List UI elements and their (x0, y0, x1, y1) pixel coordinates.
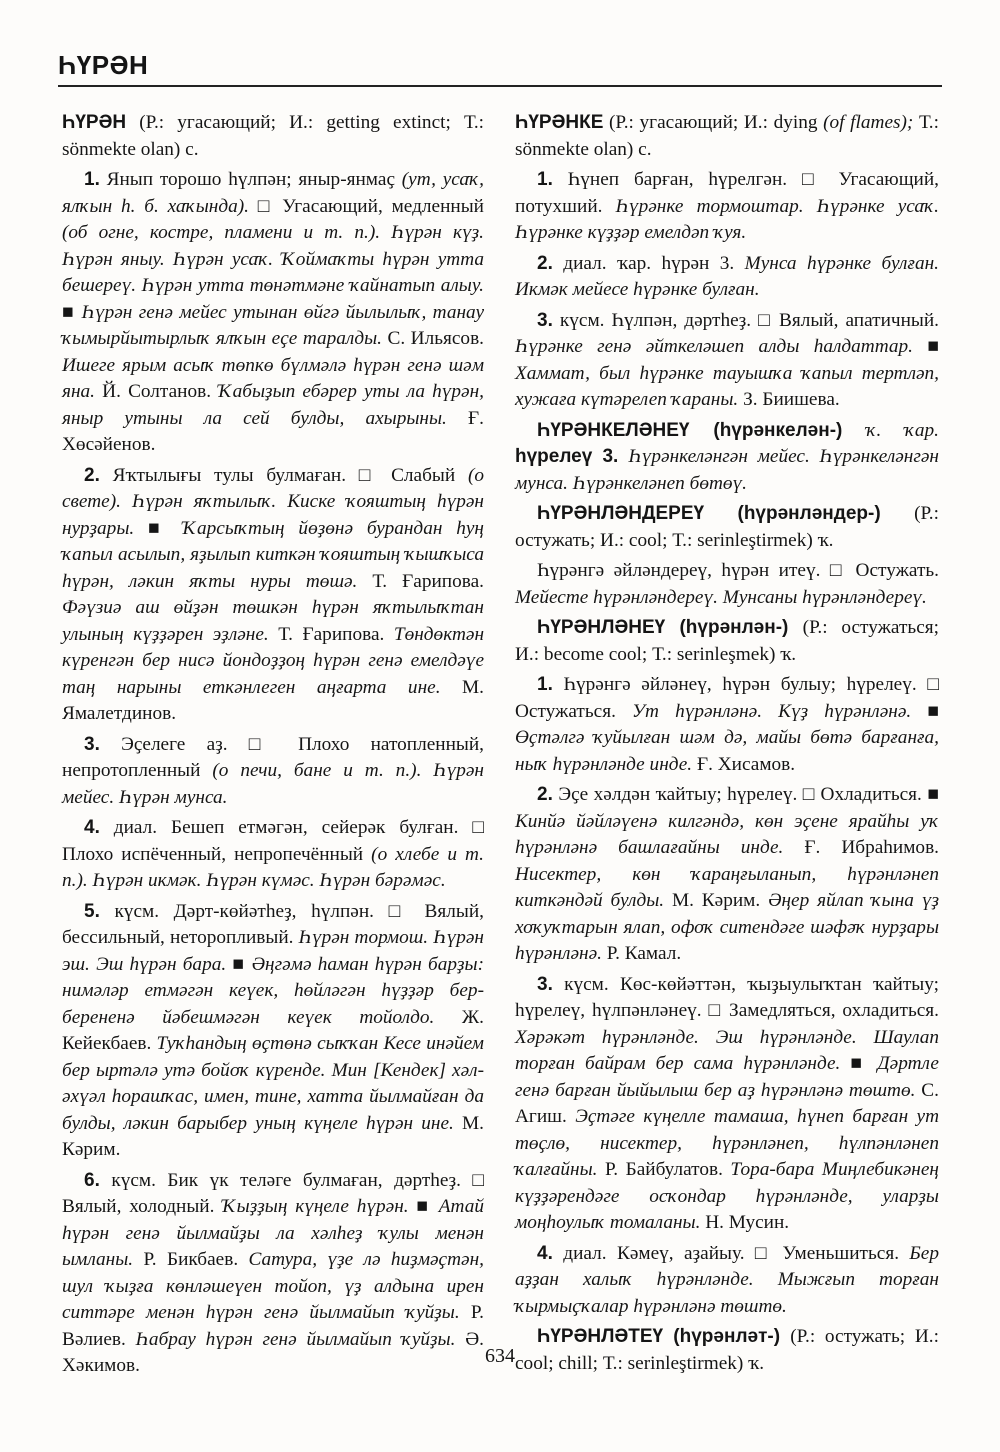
example-text: (о печи, бане и т. п.). Һүрән мейес. Һүрән мунса. (62, 760, 484, 808)
source-citation: М. Кәрим. (62, 1112, 484, 1160)
example-text: Кинйә йәйләүенә килгәндә, көн эҫене ярайһы уҡ һүрәнләнә башлағайны инде. (515, 810, 939, 858)
headword: (һүрәнләт-) (663, 1326, 791, 1347)
sense-number: 3. (537, 309, 553, 331)
gloss-text: З. Биишева. (738, 389, 840, 410)
example-text: Бер аҙҙан халыҡ һүрәнләнде. Мыжғып торған ҡырмыҫҡалар һүрәнләнә төштө. (515, 1242, 939, 1317)
entry-text: диал. ҡар. (552, 252, 662, 274)
source-citation: Ғ. Хөсәйенов. (62, 407, 484, 455)
sense-number: 5. (84, 900, 100, 922)
right-column (515, 110, 939, 1381)
entry-paragraph (62, 110, 484, 163)
headword: ҺҮРӘН (62, 112, 127, 133)
example-text: Ишеге ярым асыҡ төпкө бүлмәлә һүрән генә шәм яна. (62, 354, 484, 402)
gloss-text: һүрән 3. (661, 252, 745, 274)
headword: (һүрәнлән-) (665, 617, 803, 638)
entry-text: күсм. Көс-көйәттән, ҡыҙыулыҡтан ҡайтыу; һүрелеү, һүлпәнләнеү. □ Замедляться, охладиться. (515, 973, 939, 1021)
example-text: (о хлебе и т. п.). Һүрән икмәк. Һүрән күмәс. Һүрән бәрәмәс. (62, 843, 484, 891)
source-citation: М. Ямалетдинов. (62, 676, 484, 724)
running-head: ҺҮРӘН (58, 50, 149, 80)
sense-paragraph (62, 732, 484, 812)
headword: ҺҮРӘНКЕ (515, 112, 604, 133)
sense-number: 1. (537, 169, 553, 190)
headword: ҺҮРӘНЛӘНЕҮ (537, 617, 666, 638)
entry-paragraph (515, 558, 939, 611)
sense-paragraph (515, 972, 939, 1237)
entry-paragraph (515, 615, 939, 668)
example-text: (о свете). Һүрән яҡтылыҡ. Киске ҡояштың һүрән нурҙары. ■ Ҡарсыҡтың йөҙөнә бурандан һуң ҡапыл асылып, яҙылып киткән ҡояштың ҡышҡыса һүрән, ләкин яҡты нуры төшә. (62, 464, 484, 592)
source-citation: Ә. Хәкимов. (62, 1328, 484, 1376)
entry-text: күсм. Һүлпән, дәртһеҙ. □ Вялый, апатичный. (552, 309, 939, 331)
gloss-text: Ж. Кейекбаев. (62, 1006, 485, 1054)
source-citation: Р. Байбулатов. (597, 1159, 731, 1180)
headword: ҺҮРӘНЛӘНДЕРЕҮ (537, 503, 705, 524)
source-citation: Т. Ғарипова. (268, 623, 394, 645)
example-text: Сатура, үҙе лә һиҙмәҫтән, шул ҡыҙға көнләшеүен тойоп, үҙ алдына ирен ситтәре менән һүрән генә йылмайып ҡуйҙы. (62, 1249, 484, 1323)
example-text: Һүрәнке генә әйткеләшеп алды һалдаттар. ■ Хаммат, был һүрәнке тауышҡа ҡапыл тертләп, хужаға күтәрелеп ҡараны. (515, 336, 939, 410)
example-text: Әңер яйлап ҡына үҙ хоҡуҡтарын ялап, офоҡ ситендәге шәфәҡ нурҙары һүрәнләнә. (515, 890, 939, 964)
sense-paragraph (515, 308, 939, 414)
gloss-text: □ Угасающий, медленный (248, 195, 484, 217)
entry-text: (Р.: угасающий; И.: dying (603, 112, 824, 133)
example-text: Ҡыҙҙың күңеле һүрән. ■ Атай һүрән генә йылмайҙы ла хәлһеҙ ҡулы менән ымланы. (62, 1196, 484, 1270)
entry-text: Т.: sönmekte olan) с. (515, 112, 939, 160)
sense-paragraph (62, 463, 484, 728)
entry-paragraph (515, 501, 939, 554)
gloss-text: С. Агиш. (515, 1079, 939, 1127)
entry-text: Яҡтылығы тулы булмаған. □ Слабый (99, 464, 468, 486)
sense-number: 3. (84, 733, 100, 755)
example-text: Эҫтәге күңелле тамаша, һүнеп барған ут төҫлө, нисектер, һүрәнләнеп, һүлпәнләнеп ҡалғайны. (515, 1106, 940, 1180)
entry-text: Эҫе хәлдән ҡайтыу; һүрелеү. □ Охладиться. ■ (552, 784, 939, 805)
entry-text: Эҫелеге аҙ. □ Плохо натопленный, непротопленный (62, 733, 484, 781)
sense-number: һүрелеү 3. (515, 446, 629, 467)
headword: ҺҮРӘНКЕЛӘНЕҮ (537, 419, 690, 441)
sense-paragraph (62, 815, 484, 895)
sense-number: 2. (537, 252, 553, 274)
example-text: Ут һүрәнләнә. Күҙ һүрәнләнә. ■ Өҫтәлгә ҡуйылған шәм дә, майы бөтә барғанға, ныҡ һүрәнләнде инде. (515, 700, 939, 775)
sense-number: 2. (84, 464, 100, 486)
entry-paragraph (515, 418, 939, 498)
gloss-text: Ғ. Ибраһимов. (783, 837, 939, 858)
example-text: Нисектер, көн ҡараңғыланып, һүрәнләнеп киткәндәй булды. (515, 863, 939, 911)
header-rule (58, 85, 942, 87)
example-text: Тора-бара Миңлебикәнең күҙҙәрендәге осҡондар һүрәнләнде, уларҙы моңһоулыҡ томаланы. (515, 1159, 939, 1233)
sense-number: 4. (84, 817, 100, 838)
entry-text: (Р.: остужаться; И.: become cool; Т.: serinleşmek) ҡ. (515, 617, 939, 665)
entry-text: (Р.: остужать; И.: cool; chill; Т.: serinleştirmek) ҡ. (515, 1326, 939, 1374)
sense-paragraph (515, 1241, 939, 1321)
entry-text: диал. Бешеп етмәгән, сейерәк булған. □ Плохо испёченный, непропечённый (62, 817, 484, 865)
sense-number: 3. (537, 973, 553, 995)
entry-text: күсм. Бик үк теләге булмаған, дәртһеҙ. □ Вялый, холодный. (62, 1169, 484, 1217)
source-citation: М. Кәрим. (664, 890, 769, 911)
source-citation: Н. Мусин. (700, 1212, 790, 1233)
example-text: Һүрән тормош. Һүрән эш. Эш һүрән бара. ■ Әңгәмә һаман һүрән барҙы: нимәләр етмәгән кеүек, һөйләгән һүҙҙәр бер-берененә йәбешмәгән кеүек тойолдо. (62, 927, 484, 1028)
entry-text: Һүнеп барған, һүрелгән. □ Угасающий, потухший. (515, 169, 939, 217)
sense-paragraph (62, 167, 484, 459)
entry-text: (Р.: остужать; И.: cool; Т.: serinleştirmek) ҡ. (515, 503, 939, 551)
example-text: Төндөктән күренгән бер нисә йондоҙҙоң һүрән генә емелдәүе таң нарыны еткәнлеген аңғарта ине. (62, 623, 485, 698)
source-citation: Й. Солтанов. (95, 381, 219, 402)
example-text: Мейесте һүрәнләндереү. Мунсаны һүрәнләндереү. (515, 586, 927, 608)
entry-text: Һүрәнгә әйләнеү, һүрән булыу; һүрелеү. □ Остужаться. (515, 674, 939, 722)
sense-number: 2. (537, 784, 553, 805)
sense-number: 4. (537, 1242, 553, 1264)
entry-text: Янып торошо һүлпән; яныр-янмаҫ (99, 169, 402, 190)
headword: ҺҮРӘНЛӘТЕҮ (537, 1326, 664, 1347)
source-citation: С. Ильясов. (381, 328, 484, 349)
source-citation: Р. Вәлиев. (62, 1302, 485, 1350)
headword: (һүрәнкелән-) (689, 419, 867, 441)
example-text: ҡ. ҡар. (866, 419, 939, 441)
sense-paragraph (515, 251, 939, 304)
entry-text: (Р.: угасающий; И.: getting extinct; Т.: sönmekte olan) с. (62, 112, 484, 160)
example-text: (of flames); (823, 112, 914, 133)
entry-text: күсм. Дәрт-көйәтһеҙ, һүлпән. □ Вялый, бессильный, неторопливый. (62, 900, 484, 948)
sense-number: 6. (84, 1169, 100, 1191)
gloss-text: Т. Ғарипова. (357, 570, 484, 592)
gloss-text: Ғ. Хисамов. (692, 753, 796, 775)
source-citation: Р. Камал. (601, 943, 682, 964)
example-text: Хәрәкәт һүрәнләнде. Эш һүрәнләнде. Шаулап торған байрам бер сама һүрәнләнде. ■ Дәртле генә барған йыйылыш бер аҙ һүрәнләнә төштө. (515, 1026, 939, 1101)
example-text: (ут, усаҡ, ялҡын һ. б. хаҡында). (62, 169, 484, 217)
example-text: Һабрау һүрән генә йылмайып ҡуйҙы. (135, 1328, 456, 1350)
example-text: Фәүзиә аш өйҙән төшкән һүрән яҡтылыҡтан улының күҙҙәрен эҙләне. (62, 597, 484, 645)
example-text: Туҡһандың өҫтөнә сыҡҡан Кесе инәйем бер ыртәлә утә бойоҡ күренде. Мин [Кендек] хәл-әхүәл һорашҡас, имен, тине, хатта йылмайған да булды, ләкин барыбер уның күңеле һүрән ине. (62, 1033, 484, 1134)
example-text: Һүрәнке тормоштар. Һүрәнке усаҡ. Һүрәнке күҙҙәр емелдәп ҡуя. (515, 195, 939, 243)
example-text: (об огне, костре, пламени и т. п.). Һүрән күҙ. Һүрән яныу. Һүрән усаҡ. Ҡоймаҡты һүрән утта бешереү. Һүрән утта төнәтмәне ҡайнатып алыу. ■ Һүрән генә мейес утынан өйгә йылылыҡ, танау ҡымырйытырлыҡ ялҡын еҫе таралды. (62, 222, 484, 349)
entry-paragraph (515, 110, 939, 163)
sense-paragraph (515, 672, 939, 778)
example-text: Һүрәнкеләнгән мейес. Һүрәнкеләнгән мунса. Һүрәнкеләнеп бөтөү. (515, 446, 939, 494)
example-text: Ҡабыҙып ебәрер уты ла һүрән, яныр утыны ла сей булды, ахырыны. (62, 381, 484, 429)
headword: (һүрәнләндер-) (704, 503, 915, 524)
sense-number: 1. (84, 169, 100, 190)
sense-paragraph (515, 167, 939, 247)
entry-text: диал. Кәмеү, аҙайыу. □ Уменьшиться. (552, 1242, 910, 1264)
page-number: 634 (485, 1345, 515, 1367)
gloss-text: Р. Бикбаев. (133, 1249, 249, 1270)
sense-number: 1. (537, 674, 553, 695)
left-column (62, 110, 484, 1384)
sense-paragraph (62, 899, 484, 1164)
entry-text: Һүрәнгә әйләндереү, һүрән итеү. □ Остужать. (537, 560, 939, 581)
example-text: Мунса һүрәнке булған. Икмәк мейесе һүрәнке булған. (515, 252, 939, 300)
sense-paragraph (515, 782, 939, 968)
